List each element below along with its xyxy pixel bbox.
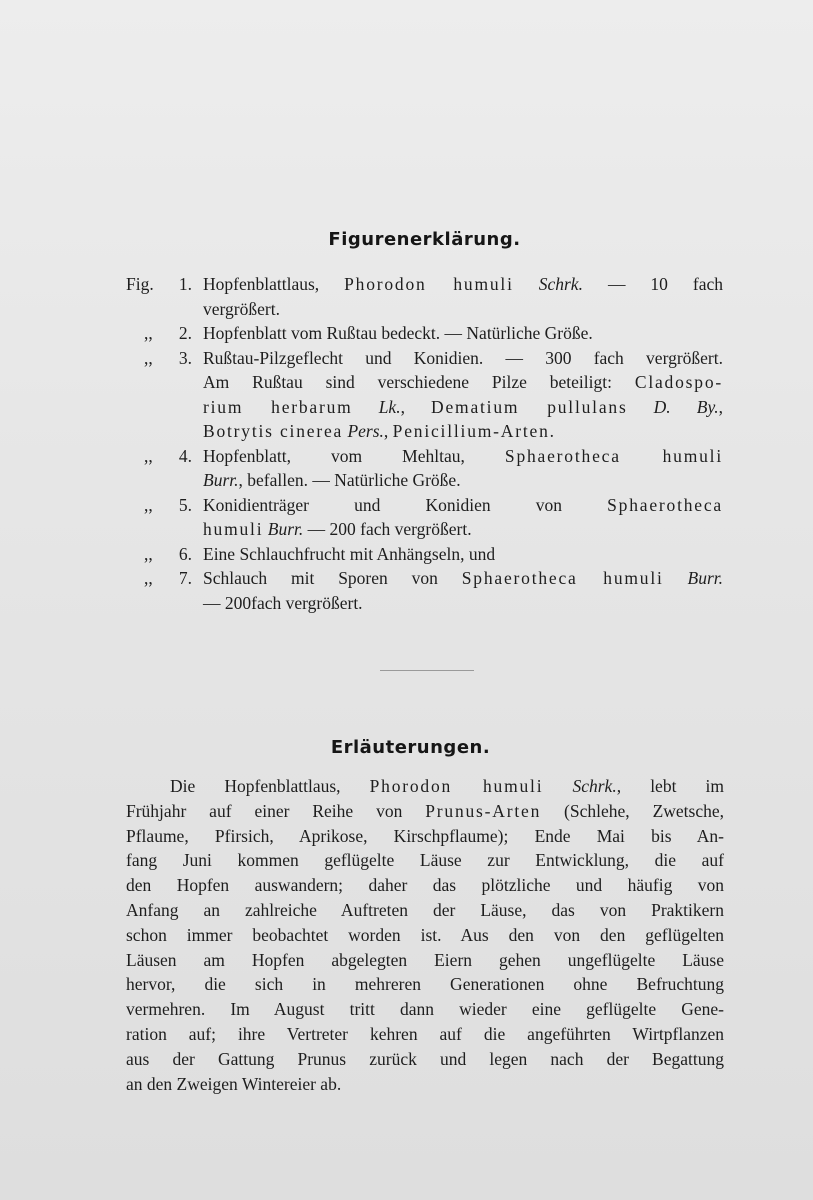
figure-label: ,,	[144, 494, 153, 515]
text-run: Pflaume, Pfirsich, Aprikose, Kirschpflaume); Ende Mai bis An-	[126, 825, 724, 846]
figure-label: ,,	[144, 445, 153, 466]
text-run: fang Juni kommen geflügelte Läuse zur Entwicklung, die auf	[126, 850, 724, 871]
text-run: aus der Gattung Prunus zurück und legen nach der Begattung	[126, 1048, 724, 1069]
figure-number: 3.	[178, 347, 192, 368]
paragraph-line	[126, 850, 724, 871]
text-run: Konidienträger und Konidien von	[203, 494, 608, 515]
paragraph-line	[126, 801, 724, 822]
text-run: ration auf; ihre Vertreter kehren auf die angeführten Wirtpflanzen	[126, 1024, 724, 1044]
author-abbrev: Burr.	[267, 519, 304, 539]
text-run: hervor, die sich in mehreren Generationen ohne Befruchtung	[126, 974, 724, 995]
author-abbrev: Schrk.	[572, 776, 617, 796]
figure-number: 5.	[178, 494, 192, 515]
paragraph-line	[126, 1024, 724, 1045]
figure-label: Fig.	[126, 274, 154, 294]
text-run	[543, 776, 572, 796]
paragraph-line	[170, 776, 724, 797]
figure-label: ,,	[144, 543, 153, 564]
figure-caption-line	[203, 542, 723, 567]
text-run: ,	[383, 421, 393, 441]
author-abbrev: Burr.	[203, 470, 239, 490]
paragraph-line	[126, 950, 724, 971]
text-run	[353, 397, 379, 417]
figure-number: 7.	[178, 568, 192, 588]
text-run: Schlauch mit Sporen von	[203, 568, 462, 588]
figure-label: ,,	[144, 323, 153, 343]
paragraph-line	[126, 1074, 724, 1095]
figure-caption-line	[203, 444, 723, 469]
text-run: vermehren. Im August tritt dann wieder eine geflügelte Gene-	[126, 999, 724, 1020]
figure-caption-line	[203, 468, 723, 493]
figures-heading: Figurenerklärung.	[328, 229, 521, 250]
paragraph-line	[126, 826, 724, 847]
figure-number: 4.	[178, 445, 192, 466]
paragraph-line	[126, 875, 724, 896]
figure-number: 6.	[178, 543, 192, 564]
spaced-taxon-name: Phorodon humuli	[344, 274, 514, 294]
spaced-taxon-name: rium herbarum	[203, 396, 353, 417]
spaced-taxon-name: Sphaerotheca	[607, 494, 723, 515]
text-run: , lebt im	[616, 776, 725, 796]
author-abbrev: Burr.	[687, 568, 724, 588]
paragraph-line	[126, 925, 724, 946]
text-run: — 10 fach	[582, 274, 723, 294]
spaced-taxon-name: Phorodon humuli	[369, 776, 544, 796]
figure-label: ,,	[144, 568, 153, 588]
text-run: Hopfenblattlaus,	[203, 274, 345, 294]
figure-caption-line	[203, 419, 723, 444]
spaced-taxon-name: Dematium pullulans	[431, 396, 628, 417]
figure-caption-line	[203, 346, 723, 371]
figure-caption-line	[203, 272, 723, 297]
author-abbrev: Pers.	[347, 421, 384, 441]
text-run: — 200fach vergrößert.	[203, 592, 363, 613]
author-abbrev: D. By.	[653, 396, 719, 417]
notes-heading: Erläuterungen.	[330, 737, 491, 758]
figure-caption-line	[203, 493, 723, 518]
figure-caption-line	[203, 370, 723, 395]
text-run: (Schlehe, Zwetsche,	[541, 800, 724, 821]
figure-caption-line	[203, 566, 723, 591]
text-run: vergrößert.	[203, 298, 280, 319]
figure-caption-line	[203, 591, 723, 616]
text-run: Rußtau-Pilzgeflecht und Konidien. — 300 fach vergrößert.	[203, 347, 723, 368]
figure-number: 1.	[178, 274, 192, 294]
paragraph-line	[126, 974, 724, 995]
author-abbrev: Lk.	[378, 396, 401, 417]
divider-rule	[380, 670, 474, 671]
figure-caption-line	[203, 517, 723, 542]
spaced-taxon-name: humuli	[203, 519, 264, 539]
text-run: Eine Schlauchfrucht mit Anhängseln, und	[203, 543, 496, 564]
text-run: Anfang an zahlreiche Auftreten der Läuse, das von Praktikern	[126, 900, 724, 920]
figure-caption-line	[203, 395, 723, 420]
spaced-taxon-name: Prunus-Arten	[425, 800, 542, 821]
text-run: Die Hopfenblattlaus,	[170, 776, 370, 796]
text-run: ,	[400, 396, 432, 417]
spaced-taxon-name: Cladospo-	[634, 372, 723, 392]
text-run	[628, 397, 654, 417]
paragraph-line	[126, 1049, 724, 1070]
author-abbrev: Schrk.	[538, 274, 583, 294]
spaced-taxon-name: Sphaerotheca humuli	[504, 445, 723, 466]
paragraph-line	[126, 999, 724, 1020]
text-run: Hopfenblatt vom Rußtau bedeckt. — Natürliche Größe.	[203, 323, 593, 343]
figure-label: ,,	[144, 347, 153, 368]
text-run	[664, 568, 688, 588]
spaced-taxon-name: Botrytis cinerea	[203, 421, 344, 441]
text-run: den Hopfen auswandern; daher das plötzliche und häufig von	[126, 875, 724, 896]
text-run: Hopfenblatt, vom Mehltau,	[203, 445, 505, 466]
text-run: Läusen am Hopfen abgelegten Eiern gehen ungeflügelte Läuse	[126, 949, 724, 970]
figure-caption-line	[203, 297, 723, 322]
paragraph-line	[126, 900, 724, 921]
text-run: Frühjahr auf einer Reihe von	[126, 800, 426, 821]
text-run	[514, 274, 539, 294]
text-run: schon immer beobachtet worden ist. Aus den von den geflügelten	[126, 924, 724, 945]
text-run: an den Zweigen Wintereier ab.	[126, 1073, 342, 1094]
text-run: , befallen. — Natürliche Größe.	[238, 470, 461, 490]
figure-number: 2.	[178, 323, 192, 343]
spaced-taxon-name: Penicillium-Arten.	[392, 421, 556, 441]
figure-caption-line	[203, 321, 723, 346]
spaced-taxon-name: Sphaerotheca humuli	[461, 568, 664, 588]
text-run: ,	[718, 396, 723, 417]
text-run: Am Rußtau sind verschiedene Pilze beteiligt:	[203, 372, 635, 392]
text-run: — 200 fach vergrößert.	[303, 519, 472, 539]
